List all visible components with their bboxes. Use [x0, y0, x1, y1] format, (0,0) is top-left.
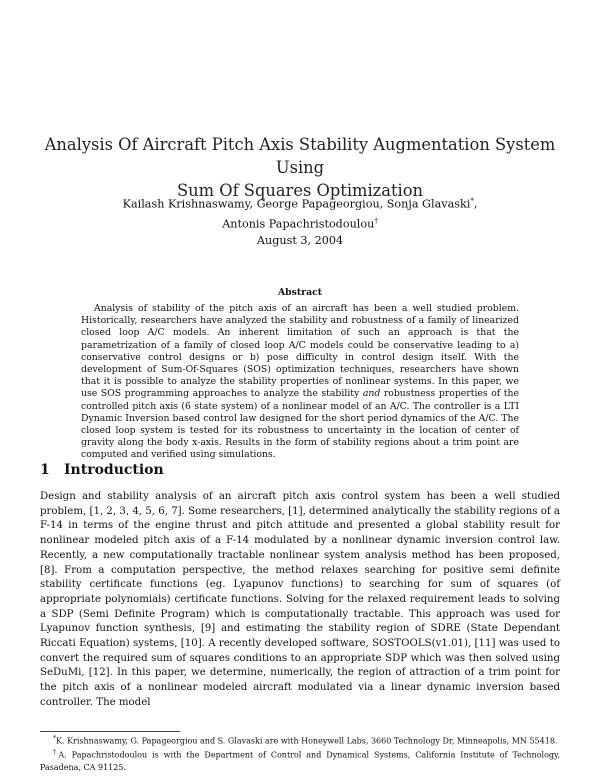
section-title: Introduction: [64, 462, 164, 478]
author-list: [40, 193, 560, 232]
title-line-2: Sum Of Squares Optimization: [176, 181, 423, 200]
footnote-1-text: K. Krishnaswamy, G. Papageorgiou and S. Glavaski are with Honeywell Labs, 3660 Technology Dr, Minneapolis, MN 55418.: [56, 736, 558, 746]
abstract-text-part-2: robustness properties of the controlled pitch axis (6 state system) of a nonlinear model of an A/C. The controller is a LTI Dynamic Inversion based control law designed for the short period dynamics of the A/C. The closed loop system is tested for its robustness to uncertainty in the location of center of gravity along the body x-axis. Results in the form of stability regions about a trim point are computed and verified using simulations.: [81, 388, 519, 461]
author-footnote-mark-1: *: [470, 197, 474, 205]
title-line-1: Analysis Of Aircraft Pitch Axis Stability Augmentation System Using: [44, 135, 556, 177]
abstract-body: [81, 303, 519, 462]
footnote-rule: [40, 731, 180, 732]
authors-names-1: Kailash Krishnaswamy, George Papageorgiou, Sonja Glavaski: [122, 197, 471, 211]
section-heading: [40, 462, 164, 478]
authors-line-1: [40, 193, 560, 213]
footnote-2-mark: †: [53, 749, 59, 757]
abstract-text-part-1: Analysis of stability of the pitch axis of an aircraft has been a well studied problem. Historically, researchers have analyzed the stability and robustness of a family of linearized closed loop A/C models. An inherent limitation of such an approach is that the parametrization of a family of closed loop A/C models could be conservative leading to a) conservative control designs or b) pose difficulty in control design itself. With the development of Sum-Of-Squares (SOS) optimization techniques, researchers have shown that it is possible to analyze the stability properties of nonlinear systems. In this paper, we use SOS programming approaches to analyze the stability: [81, 303, 519, 400]
introduction-paragraph: Design and stability analysis of an aircraft pitch axis control system has been a well studied problem, [1, 2, 3, 4, 5, 6, 7]. Some researchers, [1], determined analytically the stability regions of a F-14 in terms of the engine thrust and pitch attitude and presented a global stability result for nonlinear modeled pitch axis of a F-14 modulated by a nonlinear dynamic inversion control law. Recently, a new computationally tractable nonlinear system analysis method has been proposed, [8]. From a computation perspective, the method relaxes searching for positive semi definite stability certificate functions (eg. Lyapunov functions) to searching for sum of squares (of appropriate polynomials) certificate functions. Solving for the relaxed requirement leads to solving a SDP (Semi Definite Program) which is computationally tractable. This approach was used for Lyapunov function synthesis, [9] and estimating the stability region of SDRE (State Dependant Riccati Equation) systems, [10]. A recently developed software, SOSTOOLS(v1.01), [11] was used to convert the required sum of squares conditions to an appropriate SDP which was then solved using SeDuMi, [12]. In this paper, we determine, numerically, the region of attraction of a trim point for the pitch axis of a nonlinear modeled aircraft modulated via a linear dynamic inversion based controller. The model: [40, 491, 560, 708]
abstract-heading: Abstract: [277, 287, 323, 298]
paper-title: [40, 133, 560, 202]
section-number: 1: [40, 462, 50, 478]
footnote-2: [40, 747, 560, 773]
authors-names-2: Antonis Papachristodoulou: [222, 217, 375, 231]
paper-date: August 3, 2004: [256, 234, 344, 247]
authors-line-2: [40, 213, 560, 233]
author-footnote-mark-2: †: [374, 216, 378, 225]
abstract-emphasis: and: [362, 388, 381, 400]
footnote-1-mark: *: [53, 735, 56, 742]
footnote-2-text: A. Papachristodoulou is with the Department of Control and Dynamical Systems, California Institute of Technology, Pasadena, CA 91125.: [40, 750, 561, 772]
footnotes: [40, 733, 560, 773]
authors-separator: ,: [473, 197, 478, 211]
footnote-1: [40, 733, 560, 747]
